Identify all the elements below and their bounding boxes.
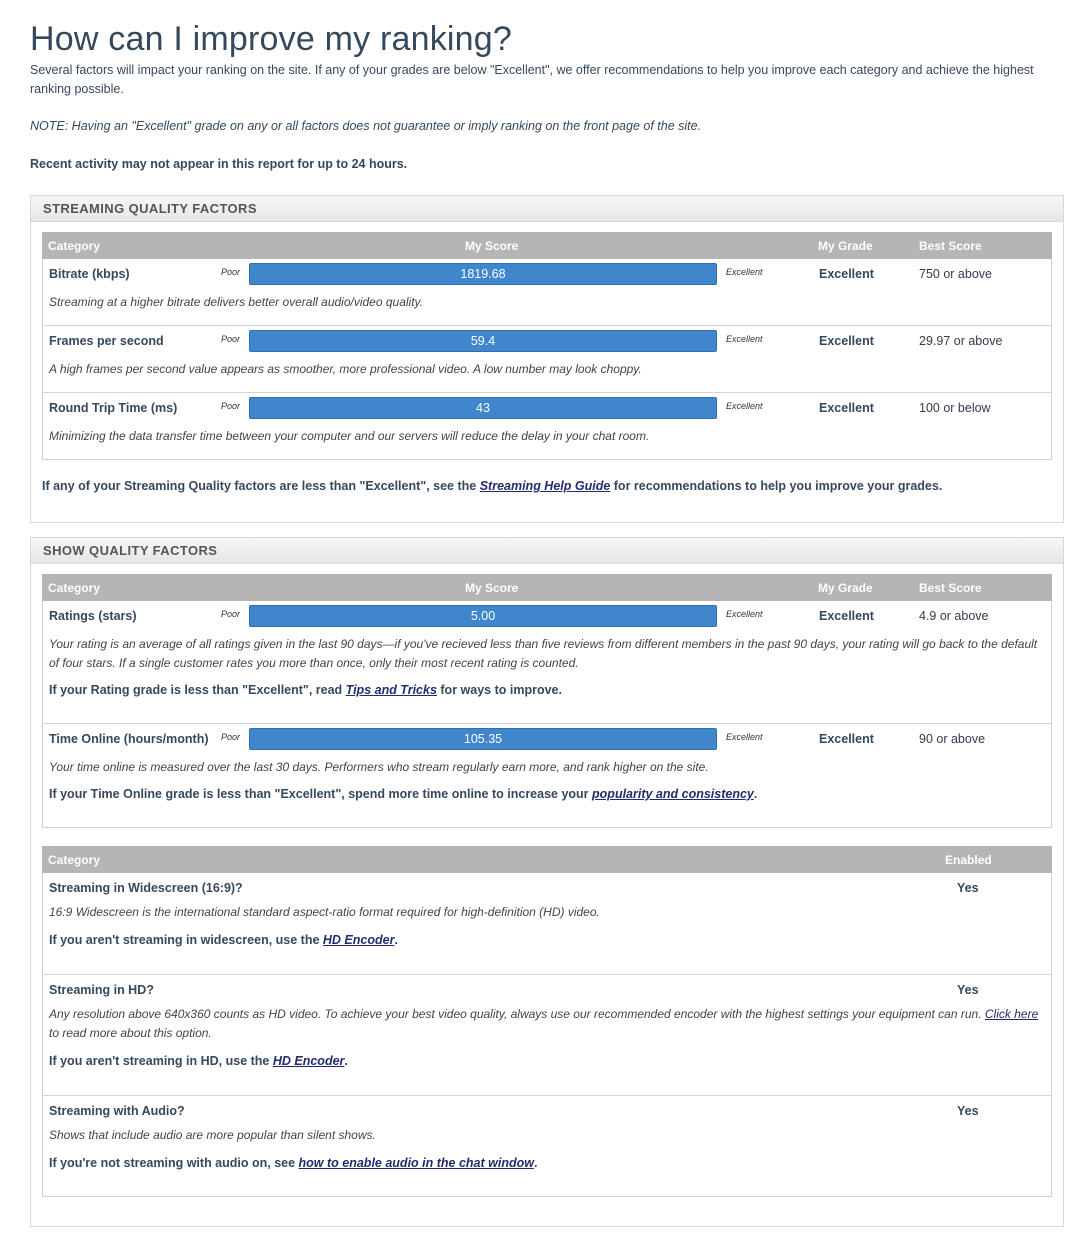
row-tip <box>49 787 757 801</box>
desc-text: Any resolution above 640x360 counts as HD video. To achieve your best video quality, always use our recommended encoder with the highest settings your equipment can run. <box>49 1007 985 1021</box>
tips-and-tricks-link[interactable]: Tips and Tricks <box>345 683 437 697</box>
streaming-help-guide-link[interactable]: Streaming Help Guide <box>479 479 611 493</box>
streaming-quality-panel <box>30 195 1064 523</box>
row-tip <box>49 1156 537 1170</box>
row-best-score: 29.97 or above <box>919 334 1003 348</box>
table-header <box>42 574 1052 601</box>
popularity-and-consistency-link[interactable]: popularity and consistency <box>592 787 754 801</box>
row-grade: Excellent <box>819 401 874 415</box>
table-row <box>43 601 1051 724</box>
scale-excellent: Excellent <box>726 609 763 619</box>
col-my-grade: My Grade <box>818 581 873 595</box>
score-bar: 5.00 <box>249 605 717 627</box>
row-description: Shows that include audio are more popular than silent shows. <box>49 1128 376 1142</box>
row-description: Your time online is measured over the last 30 days. Performers who stream regularly earn more, and rank higher on the site. <box>49 760 709 774</box>
table-header <box>42 846 1052 873</box>
row-category: Frames per second <box>49 334 164 348</box>
row-grade: Excellent <box>819 267 874 281</box>
tip-text: If you aren't streaming in widescreen, use the <box>49 933 323 947</box>
row-category: Ratings (stars) <box>49 609 137 623</box>
scale-excellent: Excellent <box>726 267 763 277</box>
table-row <box>43 873 1051 975</box>
desc-text-end: to read more about this option. <box>49 1026 212 1040</box>
tip-text-end: . <box>753 787 758 801</box>
footnote-text: If any of your Streaming Quality factors are less than "Excellent", see the <box>42 479 480 493</box>
row-description: Minimizing the data transfer time between your computer and our servers will reduce the delay in your chat room. <box>49 429 650 443</box>
scale-excellent: Excellent <box>726 401 763 411</box>
scale-excellent: Excellent <box>726 334 763 344</box>
scale-poor: Poor <box>221 732 241 742</box>
features-table <box>42 846 1052 1197</box>
row-grade: Excellent <box>819 334 874 348</box>
row-best-score: 750 or above <box>919 267 992 281</box>
table-row <box>43 1096 1051 1196</box>
row-description: Your rating is an average of all ratings given in the last 90 days—if you've recieved less than five reviews from different members in the past 90 days, your rating will go back to the default of four stars. If a single customer rates you more than once, only their most recent rating is counted. <box>49 637 1038 670</box>
row-description: Streaming at a higher bitrate delivers better overall audio/video quality. <box>49 295 423 309</box>
score-bar: 105.35 <box>249 728 717 750</box>
col-enabled: Enabled <box>945 853 992 867</box>
click-here-link[interactable]: Click here <box>984 1007 1039 1021</box>
hd-encoder-link[interactable]: HD Encoder <box>322 933 395 947</box>
show-table <box>42 574 1052 828</box>
row-description: A high frames per second value appears as smoother, more professional video. A low number may look choppy. <box>49 362 642 376</box>
tip-text-end: . <box>394 933 398 947</box>
row-grade: Excellent <box>819 609 874 623</box>
scale-poor: Poor <box>221 334 241 344</box>
tip-text: If you aren't streaming in HD, use the <box>49 1054 273 1068</box>
col-my-score: My Score <box>465 239 519 253</box>
page-title: How can I improve my ranking? <box>30 20 512 58</box>
row-category: Streaming in HD? <box>49 983 154 997</box>
row-grade: Excellent <box>819 732 874 746</box>
row-description <box>49 1005 1039 1043</box>
tip-text-end: . <box>344 1054 348 1068</box>
table-header <box>42 232 1052 259</box>
col-category: Category <box>48 853 101 867</box>
table-row <box>43 393 1051 459</box>
tip-text: If you're not streaming with audio on, see <box>49 1156 299 1170</box>
score-bar: 59.4 <box>249 330 717 352</box>
footnote-text-end: for recommendations to help you improve your grades. <box>610 479 943 493</box>
row-tip <box>49 683 562 697</box>
score-bar: 1819.68 <box>249 263 717 285</box>
tip-text-end: for ways to improve. <box>436 683 562 697</box>
row-category: Streaming with Audio? <box>49 1104 185 1118</box>
row-tip <box>49 1054 348 1068</box>
hd-encoder-link[interactable]: HD Encoder <box>272 1054 345 1068</box>
row-tip <box>49 933 398 947</box>
panel-title: STREAMING QUALITY FACTORS <box>31 196 1063 222</box>
scale-poor: Poor <box>221 609 241 619</box>
streaming-table <box>42 232 1052 460</box>
scale-poor: Poor <box>221 401 241 411</box>
recent-activity-notice: Recent activity may not appear in this report for up to 24 hours. <box>30 157 408 171</box>
score-bar: 43 <box>249 397 717 419</box>
row-category: Time Online (hours/month) <box>49 732 209 746</box>
col-my-grade: My Grade <box>818 239 873 253</box>
table-row <box>43 724 1051 827</box>
row-best-score: 100 or below <box>919 401 991 415</box>
scale-poor: Poor <box>221 267 241 277</box>
tip-text-end: . <box>533 1156 538 1170</box>
streaming-footnote <box>42 479 942 493</box>
table-row <box>43 975 1051 1096</box>
row-best-score: 4.9 or above <box>919 609 989 623</box>
row-enabled: Yes <box>957 1104 979 1118</box>
row-category: Bitrate (kbps) <box>49 267 130 281</box>
row-description: 16:9 Widescreen is the international standard aspect-ratio format required for high-definition (HD) video. <box>49 905 600 919</box>
col-best-score: Best Score <box>919 581 982 595</box>
scale-excellent: Excellent <box>726 732 763 742</box>
intro-text: Several factors will impact your ranking on the site. If any of your grades are below "Excellent", we offer recommendations to help you improve each category and achieve the highest ranking possible. <box>30 63 1034 96</box>
panel-title: SHOW QUALITY FACTORS <box>31 538 1063 564</box>
row-category: Round Trip Time (ms) <box>49 401 178 415</box>
row-enabled: Yes <box>957 983 979 997</box>
table-row <box>43 326 1051 393</box>
table-row <box>43 259 1051 326</box>
col-best-score: Best Score <box>919 239 982 253</box>
col-category: Category <box>48 581 101 595</box>
row-category: Streaming in Widescreen (16:9)? <box>49 881 243 895</box>
col-my-score: My Score <box>465 581 519 595</box>
note-text: NOTE: Having an "Excellent" grade on any or all factors does not guarantee or imply ranking on the front page of the site. <box>30 119 702 133</box>
tip-text: If your Rating grade is less than "Excellent", read <box>49 683 346 697</box>
col-category: Category <box>48 239 101 253</box>
tip-text: If your Time Online grade is less than "Excellent", spend more time online to increase your <box>49 787 593 801</box>
enable-audio-link[interactable]: how to enable audio in the chat window <box>298 1156 534 1170</box>
row-enabled: Yes <box>957 881 979 895</box>
row-best-score: 90 or above <box>919 732 986 746</box>
show-quality-panel <box>30 537 1064 1227</box>
